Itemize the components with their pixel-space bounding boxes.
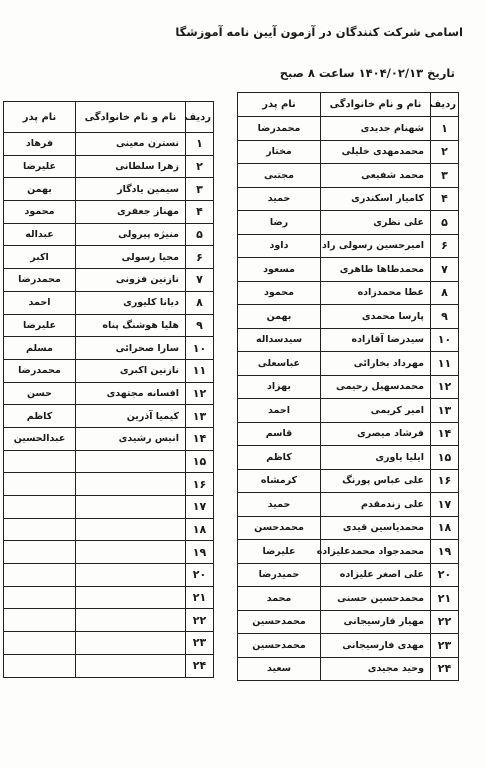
table-row bbox=[238, 422, 459, 446]
table-row bbox=[4, 496, 214, 519]
father-name-cell: بهزاد bbox=[238, 375, 321, 399]
father-name-cell bbox=[4, 564, 76, 587]
father-name-cell bbox=[4, 541, 76, 564]
father-name-cell: محمود bbox=[4, 201, 76, 224]
table-row bbox=[4, 155, 214, 178]
table-row bbox=[4, 246, 214, 269]
table-row bbox=[238, 540, 459, 564]
full-name-cell: عطا محمدزاده bbox=[321, 281, 431, 305]
header-row-number: ردیف bbox=[431, 93, 459, 117]
row-number-cell: ۱۸ bbox=[186, 518, 214, 541]
father-name-cell bbox=[4, 496, 76, 519]
full-name-cell bbox=[76, 632, 186, 655]
full-name-cell: سیمین یادگار bbox=[76, 178, 186, 201]
row-number-cell: ۵ bbox=[186, 223, 214, 246]
full-name-cell: نازنین فزونی bbox=[76, 269, 186, 292]
row-number-cell: ۷ bbox=[186, 269, 214, 292]
full-name-cell: محمدطاها طاهری bbox=[321, 258, 431, 282]
full-name-cell: منیژه پیرولی bbox=[76, 223, 186, 246]
table-row bbox=[238, 610, 459, 634]
table-row bbox=[4, 382, 214, 405]
table-row bbox=[238, 657, 459, 681]
table-row bbox=[238, 258, 459, 282]
row-number-cell: ۱۷ bbox=[186, 496, 214, 519]
full-name-cell bbox=[76, 473, 186, 496]
table-row bbox=[4, 564, 214, 587]
father-name-cell: کاظم bbox=[4, 405, 76, 428]
participants-table-right bbox=[237, 92, 459, 681]
full-name-cell: سیدرضا آقازاده bbox=[321, 328, 431, 352]
table-row bbox=[238, 563, 459, 587]
full-name-cell: علی نظری bbox=[321, 211, 431, 235]
full-name-cell: امیرحسین رسولی راد bbox=[321, 234, 431, 258]
full-name-cell: کیمیا آذرین bbox=[76, 405, 186, 428]
father-name-cell: محمدحسن bbox=[238, 516, 321, 540]
full-name-cell: محمدحسین حسنی bbox=[321, 587, 431, 611]
full-name-cell: هلیا هوشنگ پناه bbox=[76, 314, 186, 337]
table-row bbox=[238, 634, 459, 658]
table-row bbox=[238, 234, 459, 258]
table-row bbox=[238, 164, 459, 188]
full-name-cell: نازنین اکبری bbox=[76, 359, 186, 382]
header-full-name: نام و نام خانوادگی bbox=[76, 102, 186, 133]
full-name-cell: محمدیاسین قیدی bbox=[321, 516, 431, 540]
full-name-cell bbox=[76, 518, 186, 541]
table-row bbox=[238, 305, 459, 329]
table-row bbox=[4, 359, 214, 382]
table-row bbox=[238, 187, 459, 211]
father-name-cell: محمدرضا bbox=[4, 359, 76, 382]
full-name-cell: پارسا محمدی bbox=[321, 305, 431, 329]
table-row bbox=[4, 201, 214, 224]
full-name-cell bbox=[76, 609, 186, 632]
table-row bbox=[238, 352, 459, 376]
full-name-cell: محمد شفیعی bbox=[321, 164, 431, 188]
table-row bbox=[4, 178, 214, 201]
row-number-cell: ۶ bbox=[186, 246, 214, 269]
row-number-cell: ۱۳ bbox=[431, 399, 459, 423]
father-name-cell: محمد bbox=[238, 587, 321, 611]
father-name-cell: عباسعلی bbox=[238, 352, 321, 376]
father-name-cell bbox=[4, 518, 76, 541]
father-name-cell: حسن bbox=[4, 382, 76, 405]
full-name-cell: سارا صحرائی bbox=[76, 337, 186, 360]
row-number-cell: ۶ bbox=[431, 234, 459, 258]
father-name-cell: مختار bbox=[238, 140, 321, 164]
row-number-cell: ۱ bbox=[186, 133, 214, 156]
table-row bbox=[4, 291, 214, 314]
row-number-cell: ۲ bbox=[186, 155, 214, 178]
header-row-number: ردیف bbox=[186, 102, 214, 133]
table-row bbox=[238, 493, 459, 517]
row-number-cell: ۹ bbox=[431, 305, 459, 329]
exam-date: تاریخ ۱۴۰۴/۰۲/۱۳ ساعت ۸ صبح bbox=[279, 66, 455, 80]
row-number-cell: ۱۰ bbox=[186, 337, 214, 360]
table-row bbox=[4, 654, 214, 677]
row-number-cell: ۲ bbox=[431, 140, 459, 164]
father-name-cell: محمدرضا bbox=[4, 269, 76, 292]
full-name-cell: شهنام جدیدی bbox=[321, 117, 431, 141]
document-title: اسامی شرکت کنندگان در آزمون آیین نامه آموزشگا bbox=[175, 25, 463, 39]
father-name-cell: داود bbox=[238, 234, 321, 258]
father-name-cell: حمیدرضا bbox=[238, 563, 321, 587]
row-number-cell: ۵ bbox=[431, 211, 459, 235]
table-row bbox=[4, 427, 214, 450]
row-number-cell: ۲۲ bbox=[431, 610, 459, 634]
father-name-cell: احمد bbox=[238, 399, 321, 423]
row-number-cell: ۱۳ bbox=[186, 405, 214, 428]
row-number-cell: ۳ bbox=[431, 164, 459, 188]
table-row bbox=[238, 516, 459, 540]
row-number-cell: ۲۲ bbox=[186, 609, 214, 632]
table-header bbox=[4, 102, 214, 133]
row-number-cell: ۱۶ bbox=[186, 473, 214, 496]
table-row bbox=[4, 269, 214, 292]
full-name-cell: علی عباس پورنگ bbox=[321, 469, 431, 493]
row-number-cell: ۲۴ bbox=[186, 654, 214, 677]
father-name-cell: بهمن bbox=[4, 178, 76, 201]
father-name-cell bbox=[4, 609, 76, 632]
full-name-cell: محمدمهدی خلیلی bbox=[321, 140, 431, 164]
row-number-cell: ۱۶ bbox=[431, 469, 459, 493]
table-body bbox=[4, 133, 214, 678]
table-row bbox=[4, 541, 214, 564]
header-father-name: نام پدر bbox=[238, 93, 321, 117]
father-name-cell: علیرضا bbox=[4, 314, 76, 337]
father-name-cell: کرمشاه bbox=[238, 469, 321, 493]
table-row bbox=[238, 375, 459, 399]
full-name-cell: افسانه مجتهدی bbox=[76, 382, 186, 405]
full-name-cell bbox=[76, 586, 186, 609]
father-name-cell: احمد bbox=[4, 291, 76, 314]
father-name-cell: محمدحسین bbox=[238, 634, 321, 658]
row-number-cell: ۲۰ bbox=[431, 563, 459, 587]
father-name-cell: محمود bbox=[238, 281, 321, 305]
row-number-cell: ۱۵ bbox=[431, 446, 459, 470]
row-number-cell: ۴ bbox=[186, 201, 214, 224]
table-row bbox=[238, 140, 459, 164]
table-row bbox=[4, 586, 214, 609]
father-name-cell: علیرضا bbox=[238, 540, 321, 564]
table-row bbox=[4, 473, 214, 496]
table-header bbox=[238, 93, 459, 117]
table-row bbox=[4, 337, 214, 360]
father-name-cell bbox=[4, 654, 76, 677]
table-row bbox=[238, 399, 459, 423]
row-number-cell: ۱۹ bbox=[186, 541, 214, 564]
row-number-cell: ۳ bbox=[186, 178, 214, 201]
table-row bbox=[238, 211, 459, 235]
father-name-cell: محمدحسین bbox=[238, 610, 321, 634]
table-row bbox=[4, 314, 214, 337]
row-number-cell: ۸ bbox=[431, 281, 459, 305]
table-row bbox=[238, 281, 459, 305]
father-name-cell bbox=[4, 450, 76, 473]
row-number-cell: ۲۱ bbox=[431, 587, 459, 611]
row-number-cell: ۱۸ bbox=[431, 516, 459, 540]
row-number-cell: ۱۷ bbox=[431, 493, 459, 517]
row-number-cell: ۱۲ bbox=[186, 382, 214, 405]
father-name-cell: رضا bbox=[238, 211, 321, 235]
full-name-cell: انیس رشیدی bbox=[76, 427, 186, 450]
header-full-name: نام و نام خانوادگی bbox=[321, 93, 431, 117]
row-number-cell: ۱۱ bbox=[431, 352, 459, 376]
table-body bbox=[238, 117, 459, 681]
father-name-cell: حمید bbox=[238, 493, 321, 517]
father-name-cell: مسلم bbox=[4, 337, 76, 360]
table-row bbox=[238, 328, 459, 352]
full-name-cell: محیا رسولی bbox=[76, 246, 186, 269]
full-name-cell: نسترن معینی bbox=[76, 133, 186, 156]
full-name-cell: وحید مجیدی bbox=[321, 657, 431, 681]
row-number-cell: ۲۱ bbox=[186, 586, 214, 609]
father-name-cell: عبدالحسین bbox=[4, 427, 76, 450]
father-name-cell bbox=[4, 632, 76, 655]
father-name-cell: علیرضا bbox=[4, 155, 76, 178]
row-number-cell: ۲۳ bbox=[186, 632, 214, 655]
father-name-cell bbox=[4, 586, 76, 609]
row-number-cell: ۲۳ bbox=[431, 634, 459, 658]
full-name-cell: زهرا سلطانی bbox=[76, 155, 186, 178]
full-name-cell: امیر کریمی bbox=[321, 399, 431, 423]
row-number-cell: ۸ bbox=[186, 291, 214, 314]
table-row bbox=[238, 446, 459, 470]
full-name-cell: مهدی فارسیجانی bbox=[321, 634, 431, 658]
full-name-cell: مهناز جعفری bbox=[76, 201, 186, 224]
row-number-cell: ۷ bbox=[431, 258, 459, 282]
table-row bbox=[238, 469, 459, 493]
father-name-cell: حمید bbox=[238, 187, 321, 211]
full-name-cell bbox=[76, 450, 186, 473]
full-name-cell: محمدسهیل رحیمی bbox=[321, 375, 431, 399]
row-number-cell: ۱۹ bbox=[431, 540, 459, 564]
table-row bbox=[238, 117, 459, 141]
father-name-cell: کاظم bbox=[238, 446, 321, 470]
full-name-cell: ایلیا یاوری bbox=[321, 446, 431, 470]
father-name-cell: محمدرضا bbox=[238, 117, 321, 141]
table-row bbox=[238, 587, 459, 611]
full-name-cell: دیانا کلیوری bbox=[76, 291, 186, 314]
row-number-cell: ۱۵ bbox=[186, 450, 214, 473]
row-number-cell: ۱۴ bbox=[431, 422, 459, 446]
row-number-cell: ۱۰ bbox=[431, 328, 459, 352]
full-name-cell: فرشاد میصری bbox=[321, 422, 431, 446]
participants-table-left bbox=[3, 101, 214, 678]
row-number-cell: ۱۴ bbox=[186, 427, 214, 450]
full-name-cell bbox=[76, 564, 186, 587]
father-name-cell: سیدسداله bbox=[238, 328, 321, 352]
row-number-cell: ۱۲ bbox=[431, 375, 459, 399]
row-number-cell: ۲۰ bbox=[186, 564, 214, 587]
father-name-cell: مسعود bbox=[238, 258, 321, 282]
full-name-cell bbox=[76, 654, 186, 677]
row-number-cell: ۱۱ bbox=[186, 359, 214, 382]
table-row bbox=[4, 632, 214, 655]
father-name-cell: بهمن bbox=[238, 305, 321, 329]
row-number-cell: ۴ bbox=[431, 187, 459, 211]
row-number-cell: ۹ bbox=[186, 314, 214, 337]
full-name-cell: علی زندمقدم bbox=[321, 493, 431, 517]
table-row bbox=[4, 609, 214, 632]
row-number-cell: ۱ bbox=[431, 117, 459, 141]
full-name-cell: علی اصغر علیزاده bbox=[321, 563, 431, 587]
full-name-cell bbox=[76, 496, 186, 519]
header-father-name: نام پدر bbox=[4, 102, 76, 133]
father-name-cell: فرهاد bbox=[4, 133, 76, 156]
table-row bbox=[4, 405, 214, 428]
row-number-cell: ۲۴ bbox=[431, 657, 459, 681]
father-name-cell: قاسم bbox=[238, 422, 321, 446]
table-row bbox=[4, 518, 214, 541]
full-name-cell: محمدجواد محمدعلیزاده bbox=[321, 540, 431, 564]
father-name-cell bbox=[4, 473, 76, 496]
table-row bbox=[4, 450, 214, 473]
full-name-cell: کامیار اسکندری bbox=[321, 187, 431, 211]
full-name-cell bbox=[76, 541, 186, 564]
father-name-cell: سعید bbox=[238, 657, 321, 681]
father-name-cell: مجتبی bbox=[238, 164, 321, 188]
full-name-cell: مهرداد بخارائی bbox=[321, 352, 431, 376]
father-name-cell: عبداله bbox=[4, 223, 76, 246]
table-row bbox=[4, 133, 214, 156]
full-name-cell: مهیار فارسیجانی bbox=[321, 610, 431, 634]
father-name-cell: اکبر bbox=[4, 246, 76, 269]
table-row bbox=[4, 223, 214, 246]
